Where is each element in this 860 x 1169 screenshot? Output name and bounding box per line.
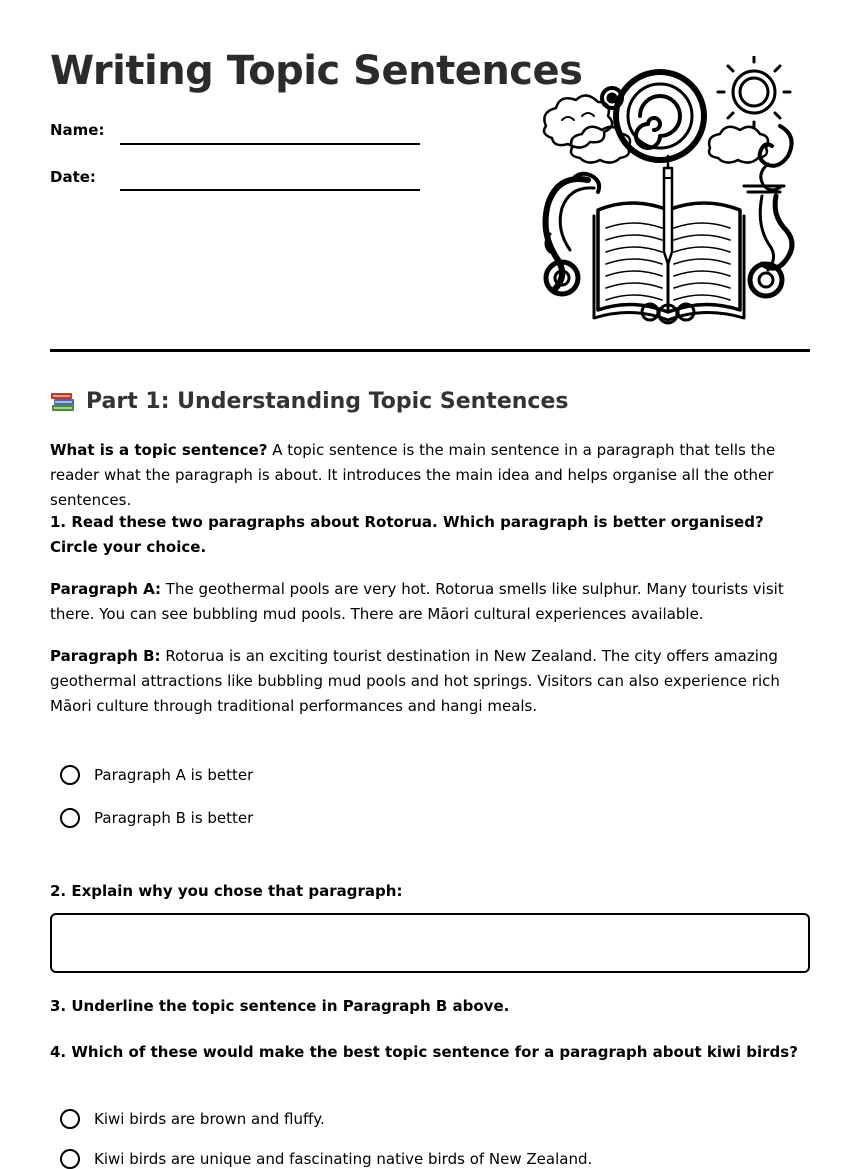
paragraph-a-text: The geothermal pools are very hot. Rotorua smells like sulphur. Many tourists visit there. You can see bubbling mud pools. There are Māori cultural experiences available. (50, 580, 784, 623)
paragraph-b (50, 644, 815, 719)
intro-lead: What is a topic sentence? (50, 441, 268, 459)
header-divider (50, 349, 810, 352)
book-koru-illustration (532, 56, 802, 328)
section-heading-text: Part 1: Understanding Topic Sentences (86, 388, 569, 414)
page-title: Writing Topic Sentences (50, 48, 583, 94)
pencil-icon (664, 156, 672, 264)
koru-swirl-icon (602, 72, 704, 160)
radio-circle-icon[interactable] (60, 1109, 80, 1129)
question-1: 1. Read these two paragraphs about Rotorua. Which paragraph is better organised? Circle your choice. (50, 513, 764, 556)
q1-option-b-label: Paragraph B is better (94, 809, 254, 827)
q4-option-a[interactable] (60, 1109, 325, 1129)
radio-circle-icon[interactable] (60, 765, 80, 785)
q4-option-b[interactable] (60, 1149, 592, 1169)
date-field[interactable] (120, 189, 420, 191)
books-icon (50, 388, 76, 414)
section-heading-part1 (50, 388, 568, 414)
q4-option-a-label: Kiwi birds are brown and fluffy. (94, 1110, 325, 1128)
radio-circle-icon[interactable] (60, 808, 80, 828)
q1-option-b[interactable] (60, 808, 253, 828)
question-4: 4. Which of these would make the best topic sentence for a paragraph about kiwi birds? (50, 1043, 798, 1061)
intro-paragraph (50, 438, 815, 513)
name-field[interactable] (120, 143, 420, 145)
cloud-icon (544, 95, 612, 147)
sun-icon (718, 56, 790, 128)
paragraph-a-label: Paragraph A: (50, 580, 162, 598)
date-label: Date: (50, 168, 96, 186)
paragraph-b-label: Paragraph B: (50, 647, 161, 665)
paragraph-a (50, 577, 815, 627)
q1-option-a-label: Paragraph A is better (94, 766, 254, 784)
q2-answer-field[interactable] (50, 913, 810, 973)
name-label: Name: (50, 121, 105, 139)
paragraph-b-text: Rotorua is an exciting tourist destination in New Zealand. The city offers amazing geothermal attractions like bubbling mud pools and hot springs. Visitors can also experience rich Māori culture through traditional performances and hangi meals. (50, 647, 780, 715)
question-2: 2. Explain why you chose that paragraph: (50, 882, 403, 900)
koru-left-icon (546, 174, 600, 294)
radio-circle-icon[interactable] (60, 1149, 80, 1169)
q1-option-a[interactable] (60, 765, 253, 785)
cloud-icon (571, 127, 630, 163)
intro-text: A topic sentence is the main sentence in a paragraph that tells the reader what the paragraph is about. It introduces the main idea and helps organise all the other sentences. (50, 441, 776, 509)
question-3: 3. Underline the topic sentence in Paragraph B above. (50, 997, 510, 1015)
q4-option-b-label: Kiwi birds are unique and fascinating native birds of New Zealand. (94, 1150, 593, 1168)
